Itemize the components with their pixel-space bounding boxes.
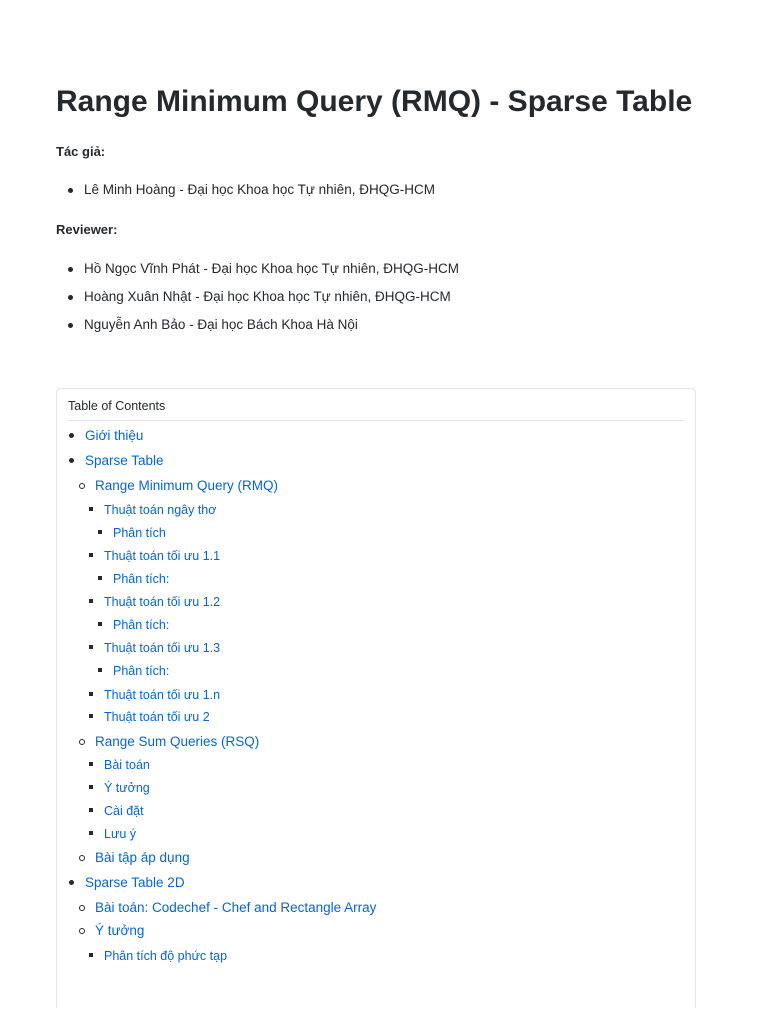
toc-item[interactable]	[95, 899, 376, 917]
toc-link[interactable]: Ý tưởng	[104, 781, 150, 795]
toc-item[interactable]	[113, 662, 169, 680]
toc-link[interactable]: Thuật toán tối ưu 1.n	[104, 688, 221, 702]
toc-link[interactable]: Phân tích	[113, 526, 166, 540]
toc-item[interactable]	[113, 570, 169, 588]
toc-item[interactable]	[95, 733, 259, 751]
toc-item[interactable]	[85, 874, 185, 892]
toc-item[interactable]	[104, 593, 220, 611]
toc-item[interactable]	[113, 524, 166, 542]
toc-link[interactable]: Thuật toán ngây thơ	[104, 503, 217, 517]
toc-link[interactable]: Phân tích:	[113, 572, 170, 586]
toc-item[interactable]	[104, 947, 227, 965]
toc-item[interactable]	[104, 501, 216, 519]
toc-link[interactable]: Range Sum Queries (RSQ)	[95, 734, 260, 749]
toc-title: Table of Contents	[68, 399, 166, 413]
reviewers-label: Reviewer:	[56, 222, 118, 237]
toc-item[interactable]	[104, 547, 220, 565]
toc-item[interactable]	[104, 686, 220, 704]
toc-item[interactable]	[104, 825, 136, 843]
toc-link[interactable]: Sparse Table 2D	[85, 875, 185, 890]
toc-link[interactable]: Ý tưởng	[95, 923, 145, 938]
reviewer-item: Hoàng Xuân Nhật - Đại học Khoa học Tự nhiên, ĐHQG-HCM	[56, 287, 451, 307]
toc-item[interactable]	[113, 616, 169, 634]
toc-link[interactable]: Phân tích độ phức tạp	[104, 949, 228, 963]
toc-link[interactable]: Bài tập áp dụng	[95, 850, 190, 865]
toc-link[interactable]: Thuật toán tối ưu 1.2	[104, 595, 221, 609]
toc-item[interactable]	[95, 922, 144, 940]
toc-link[interactable]: Bài toán: Codechef - Chef and Rectangle Array	[95, 900, 377, 915]
toc-link[interactable]: Thuật toán tối ưu 1.3	[104, 641, 221, 655]
toc-item[interactable]	[104, 779, 150, 797]
toc-link[interactable]: Thuật toán tối ưu 2	[104, 710, 210, 724]
toc-item[interactable]	[104, 639, 220, 657]
toc-item[interactable]	[95, 477, 278, 495]
toc-link[interactable]: Sparse Table	[85, 453, 164, 468]
toc-item[interactable]	[104, 802, 144, 820]
toc-link[interactable]: Cài đặt	[104, 804, 144, 818]
toc-link[interactable]: Range Minimum Query (RMQ)	[95, 478, 279, 493]
table-of-contents	[56, 388, 696, 1008]
toc-item[interactable]	[85, 427, 143, 445]
authors-label: Tác giả:	[56, 144, 106, 159]
toc-item[interactable]	[95, 849, 190, 867]
reviewer-item: Nguyễn Anh Bảo - Đại học Bách Khoa Hà Nội	[56, 315, 358, 335]
toc-link[interactable]: Giới thiệu	[85, 428, 144, 443]
author-item: Lê Minh Hoàng - Đại học Khoa học Tự nhiên, ĐHQG-HCM	[56, 180, 435, 200]
reviewer-item: Hồ Ngọc Vĩnh Phát - Đại học Khoa học Tự nhiên, ĐHQG-HCM	[56, 259, 459, 279]
toc-item[interactable]	[85, 452, 164, 470]
toc-link[interactable]: Bài toán	[104, 758, 150, 772]
toc-divider	[67, 420, 685, 421]
toc-link[interactable]: Phân tích:	[113, 664, 170, 678]
toc-link[interactable]: Lưu ý	[104, 827, 136, 841]
toc-item[interactable]	[104, 756, 150, 774]
toc-link[interactable]: Thuật toán tối ưu 1.1	[104, 549, 221, 563]
toc-link[interactable]: Phân tích:	[113, 618, 170, 632]
page-title: Range Minimum Query (RMQ) - Sparse Table	[56, 85, 693, 118]
toc-item[interactable]	[104, 708, 210, 726]
